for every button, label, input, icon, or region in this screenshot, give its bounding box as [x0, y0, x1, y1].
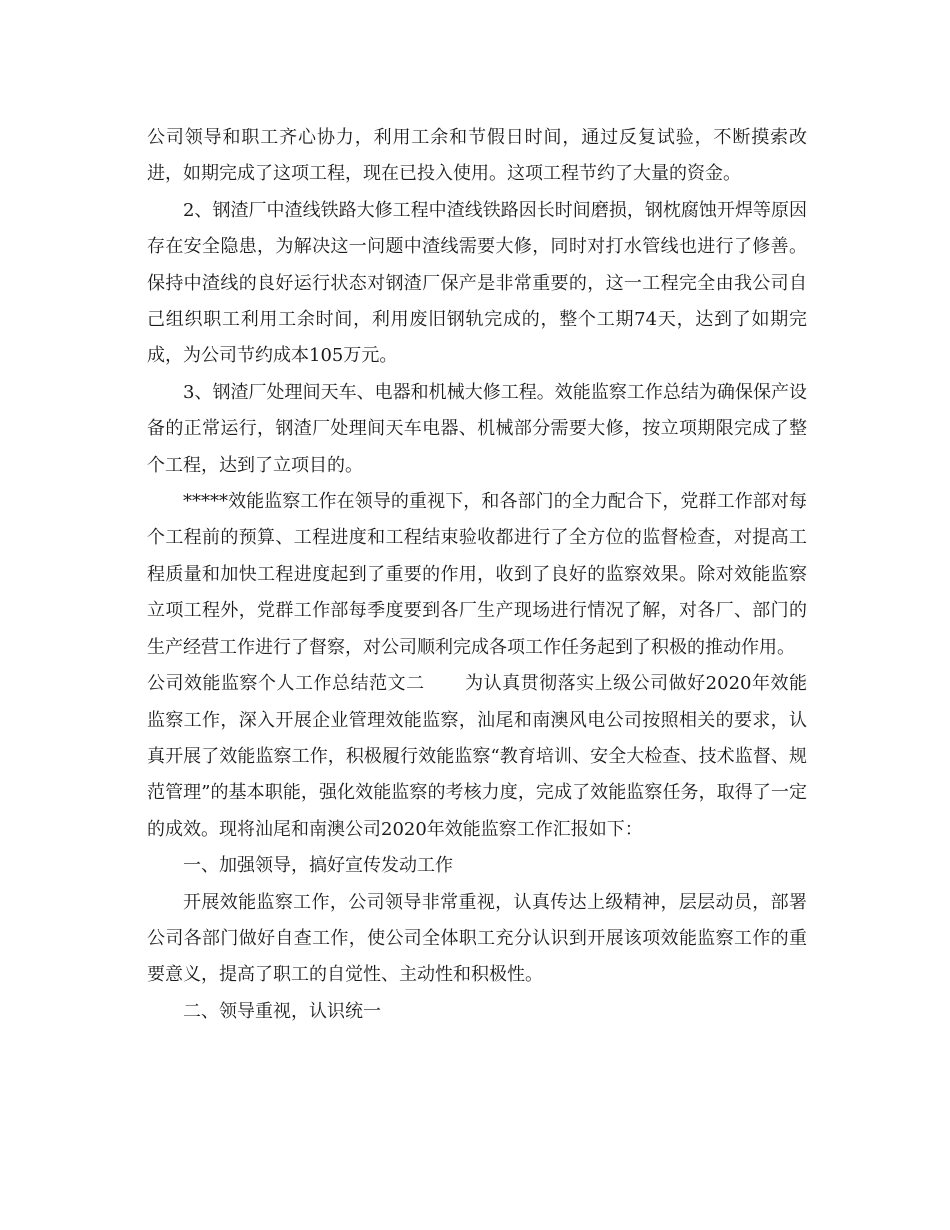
- paragraph-summary: *****效能监察工作在领导的重视下，和各部门的全力配合下，党群工作部对每个工程前的预算、工程进度和工程结束验收都进行了全方位的监督检查，对提高工程质量和加快工程进度起到了重要的作用，收到了良好的监察效果。除对效能监察立项工程外，党群工作部每季度要到各厂生产现场进行情况了解，对各厂、部门的生产经营工作进行了督察，对公司顺利完成各项工作任务起到了积极的推动作用。: [147, 491, 807, 658]
- section-intro: 为认真贯彻落实上级公司做好2020年效能监察工作，深入开展企业管理效能监察，汕尾和南澳风电公司按照相关的要求，认真开展了效能监察工作，积极履行效能监察“教育培训、安全大检查、技术监督、规范管理”的基本职能，强化效能监察的考核力度，完成了效能监察任务，取得了一定的成效。现将汕尾和南澳公司2020年效能监察工作汇报如下：: [147, 673, 808, 840]
- section-title: 公司效能监察个人工作总结范文二: [147, 673, 425, 695]
- paragraph-intro-continuation: 公司领导和职工齐心协力，利用工余和节假日时间，通过反复试验，不断摸索改进，如期完成了这项工程，现在已投入使用。这项工程节约了大量的资金。: [147, 127, 807, 185]
- paragraph-item-3: 3、钢渣厂处理间天车、电器和机械大修工程。效能监察工作总结为确保保产设备的正常运行，钢渣厂处理间天车电器、机械部分需要大修，按立项期限完成了整个工程，达到了立项目的。: [147, 381, 807, 476]
- paragraph-item-2: 2、钢渣厂中渣线铁路大修工程中渣线铁路因长时间磨损，钢枕腐蚀开焊等原因存在安全隐患，为解决这一问题中渣线需要大修，同时对打水管线也进行了修善。保持中渣线的良好运行状态对钢渣厂保产是非常重要的，这一工程完全由我公司自己组织职工利用工余时间，利用废旧钢轨完成的，整个工期74天，达到了如期完成，为公司节约成本105万元。: [147, 199, 807, 367]
- heading-one: 一、加强领导，搞好宣传发动工作: [183, 855, 453, 877]
- section-two-block: [147, 666, 807, 848]
- paragraph-heading-one-body: 开展效能监察工作，公司领导非常重视，认真传达上级精神，层层动员，部署公司各部门做好自查工作，使公司全体职工充分认识到开展该项效能监察工作的重要意义，提高了职工的自觉性、主动性和积极性。: [147, 891, 807, 986]
- heading-two: 二、领导重视，认识统一: [183, 1000, 381, 1022]
- document-page: [147, 120, 807, 1030]
